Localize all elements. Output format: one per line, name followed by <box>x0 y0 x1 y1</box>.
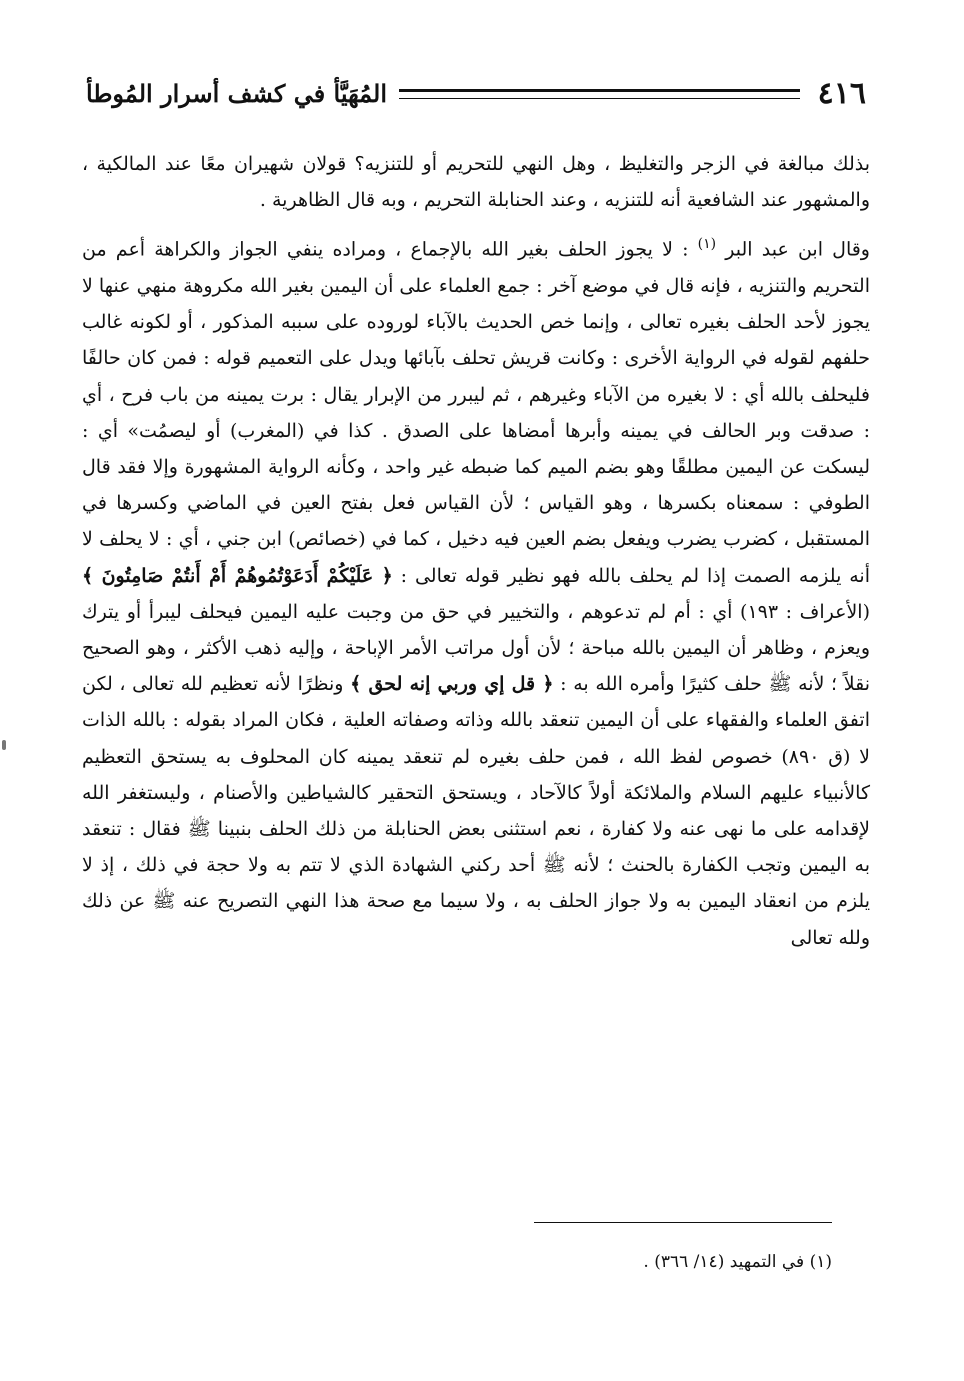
scan-speck <box>2 740 6 750</box>
paragraph-text: (الأعراف : ١٩٣) أي : أم لم تدعوهم ، والتخيير في حق من وجبت عليه اليمين فيحلف ليبرأ أو يترك ويعزم ، وظاهر أن اليمين بالله مباحة ؛ لأن أول مراتب الأمر الإباحة ، وإليه ذهب الأكثر ، وهو الصحيح نقلاً ؛ لأنه ﷺ حلف كثيرًا وأمره الله به : <box>82 600 870 696</box>
page-number: ٤١٦ <box>817 76 866 111</box>
footnote: (١) في التمهيد (١٤/ ٣٦٦) . <box>643 1252 832 1272</box>
paragraph-1 <box>82 146 870 218</box>
page-header <box>86 72 866 116</box>
quran-verse: ﴿ قل إي وربي إنه لحق ﴾ <box>350 673 554 696</box>
paragraph-text: ونظرًا لأنه تعظيم لله تعالى ، لكن اتفق العلماء والفقهاء على أن اليمين تنعقد بالله وذاته وصفاته العلية ، فكان المراد بقوله : بالله الذات لا (ق ٨٩٠) خصوص لفظ الله ، فمن حلف بغيره لم تنعقد يمينه كان المحلوف به يستحق التعظيم كالأنبياء عليهم السلام والملائكة أولاً كالآحاد ، ويستحق التحقير كالشياطين والأصنام ، وليستغفر الله لإقدامه على ما نهى عنه ولا كفارة ، نعم استثنى بعض الحنابلة من ذلك الحلف بنبينا ﷺ فقال : تنعقد به اليمين وتجب الكفارة بالحنث ؛ لأنه ﷺ أحد ركني الشهادة الذي لا تتم به ولا حجة في ذلك ، إذ لا يلزم من انعقاد اليمين به ولا جواز الحلف به ، ولا سيما مع صحة هذا النهي التصريح عنه ﷺ عن ذلك ولله تعالى <box>82 673 870 949</box>
running-title: المُهَيَّأ في كشف أسرار المُوطأ <box>86 79 387 108</box>
paragraph-text: وقال ابن عبد البر <box>725 238 870 261</box>
quran-verse: ﴿ عَلَيْكُمْ أَدَعَوْتُمُوهُمْ أَمْ أَنتُمْ صَامِتُونَ ﴾ <box>82 564 393 587</box>
footnote-marker[interactable]: (١) <box>697 236 717 253</box>
main-text <box>82 146 870 956</box>
paragraph-2 <box>82 226 870 955</box>
header-rule <box>399 89 800 99</box>
footnote-separator <box>534 1222 832 1223</box>
paragraph-text: بذلك مبالغة في الزجر والتغليظ ، وهل النهي للتحريم أو للتنزيه؟ قولان شهيران معًا عند المالكية ، والمشهور عند الشافعية أنه للتنزيه ، وعند الحنابلة التحريم ، وبه قال الظاهرية . <box>82 153 870 212</box>
paragraph-text: : لا يجوز الحلف بغير الله بالإجماع ، ومراده ينفي الجواز والكراهة أعم من التحريم والتنزيه ، فإنه قال في موضع آخر : جمع العلماء على أن اليمين بغير الله مكروهة منهي عنها لا يجوز لأحد الحلف بغيره تعالى ، وإنما خص الحديث بالآباء لوروده على سببه المذكور ، أو لكونه غالب حلفهم لقوله في الرواية الأخرى : وكانت قريش تحلف بآبائها ويدل على التعميم قوله : فمن كان حالفًا فليحلف بالله أي : لا بغيره من الآباء وغيرهم ، ثم ليبرر من الإبرار يقال : برت يمينه من باب فرح ، أي : صدقت وبر الحالف في يمينه وأبرها أمضاها على الصدق . كذا في (المغرب) أو ليصمُت» أي : ليسكت عن اليمين مطلقًا وهو بضم الميم كما ضبطه غير واحد ، وكأنه الرواية المشهورة وإلا فقد قال الطوفي : سمعناه بكسرها ، وهو القياس ؛ لأن القياس فعل بفتح العين في الماضي وكسرها في المستقبل ، كضرب يضرب ويفعل بضم العين فيه دخيل ، كما في (خصائص) ابن جني ، أي : لا يحلف لا أنه يلزمه الصمت إذا لم يحلف بالله فهو نظير قوله تعالى : <box>82 238 870 587</box>
